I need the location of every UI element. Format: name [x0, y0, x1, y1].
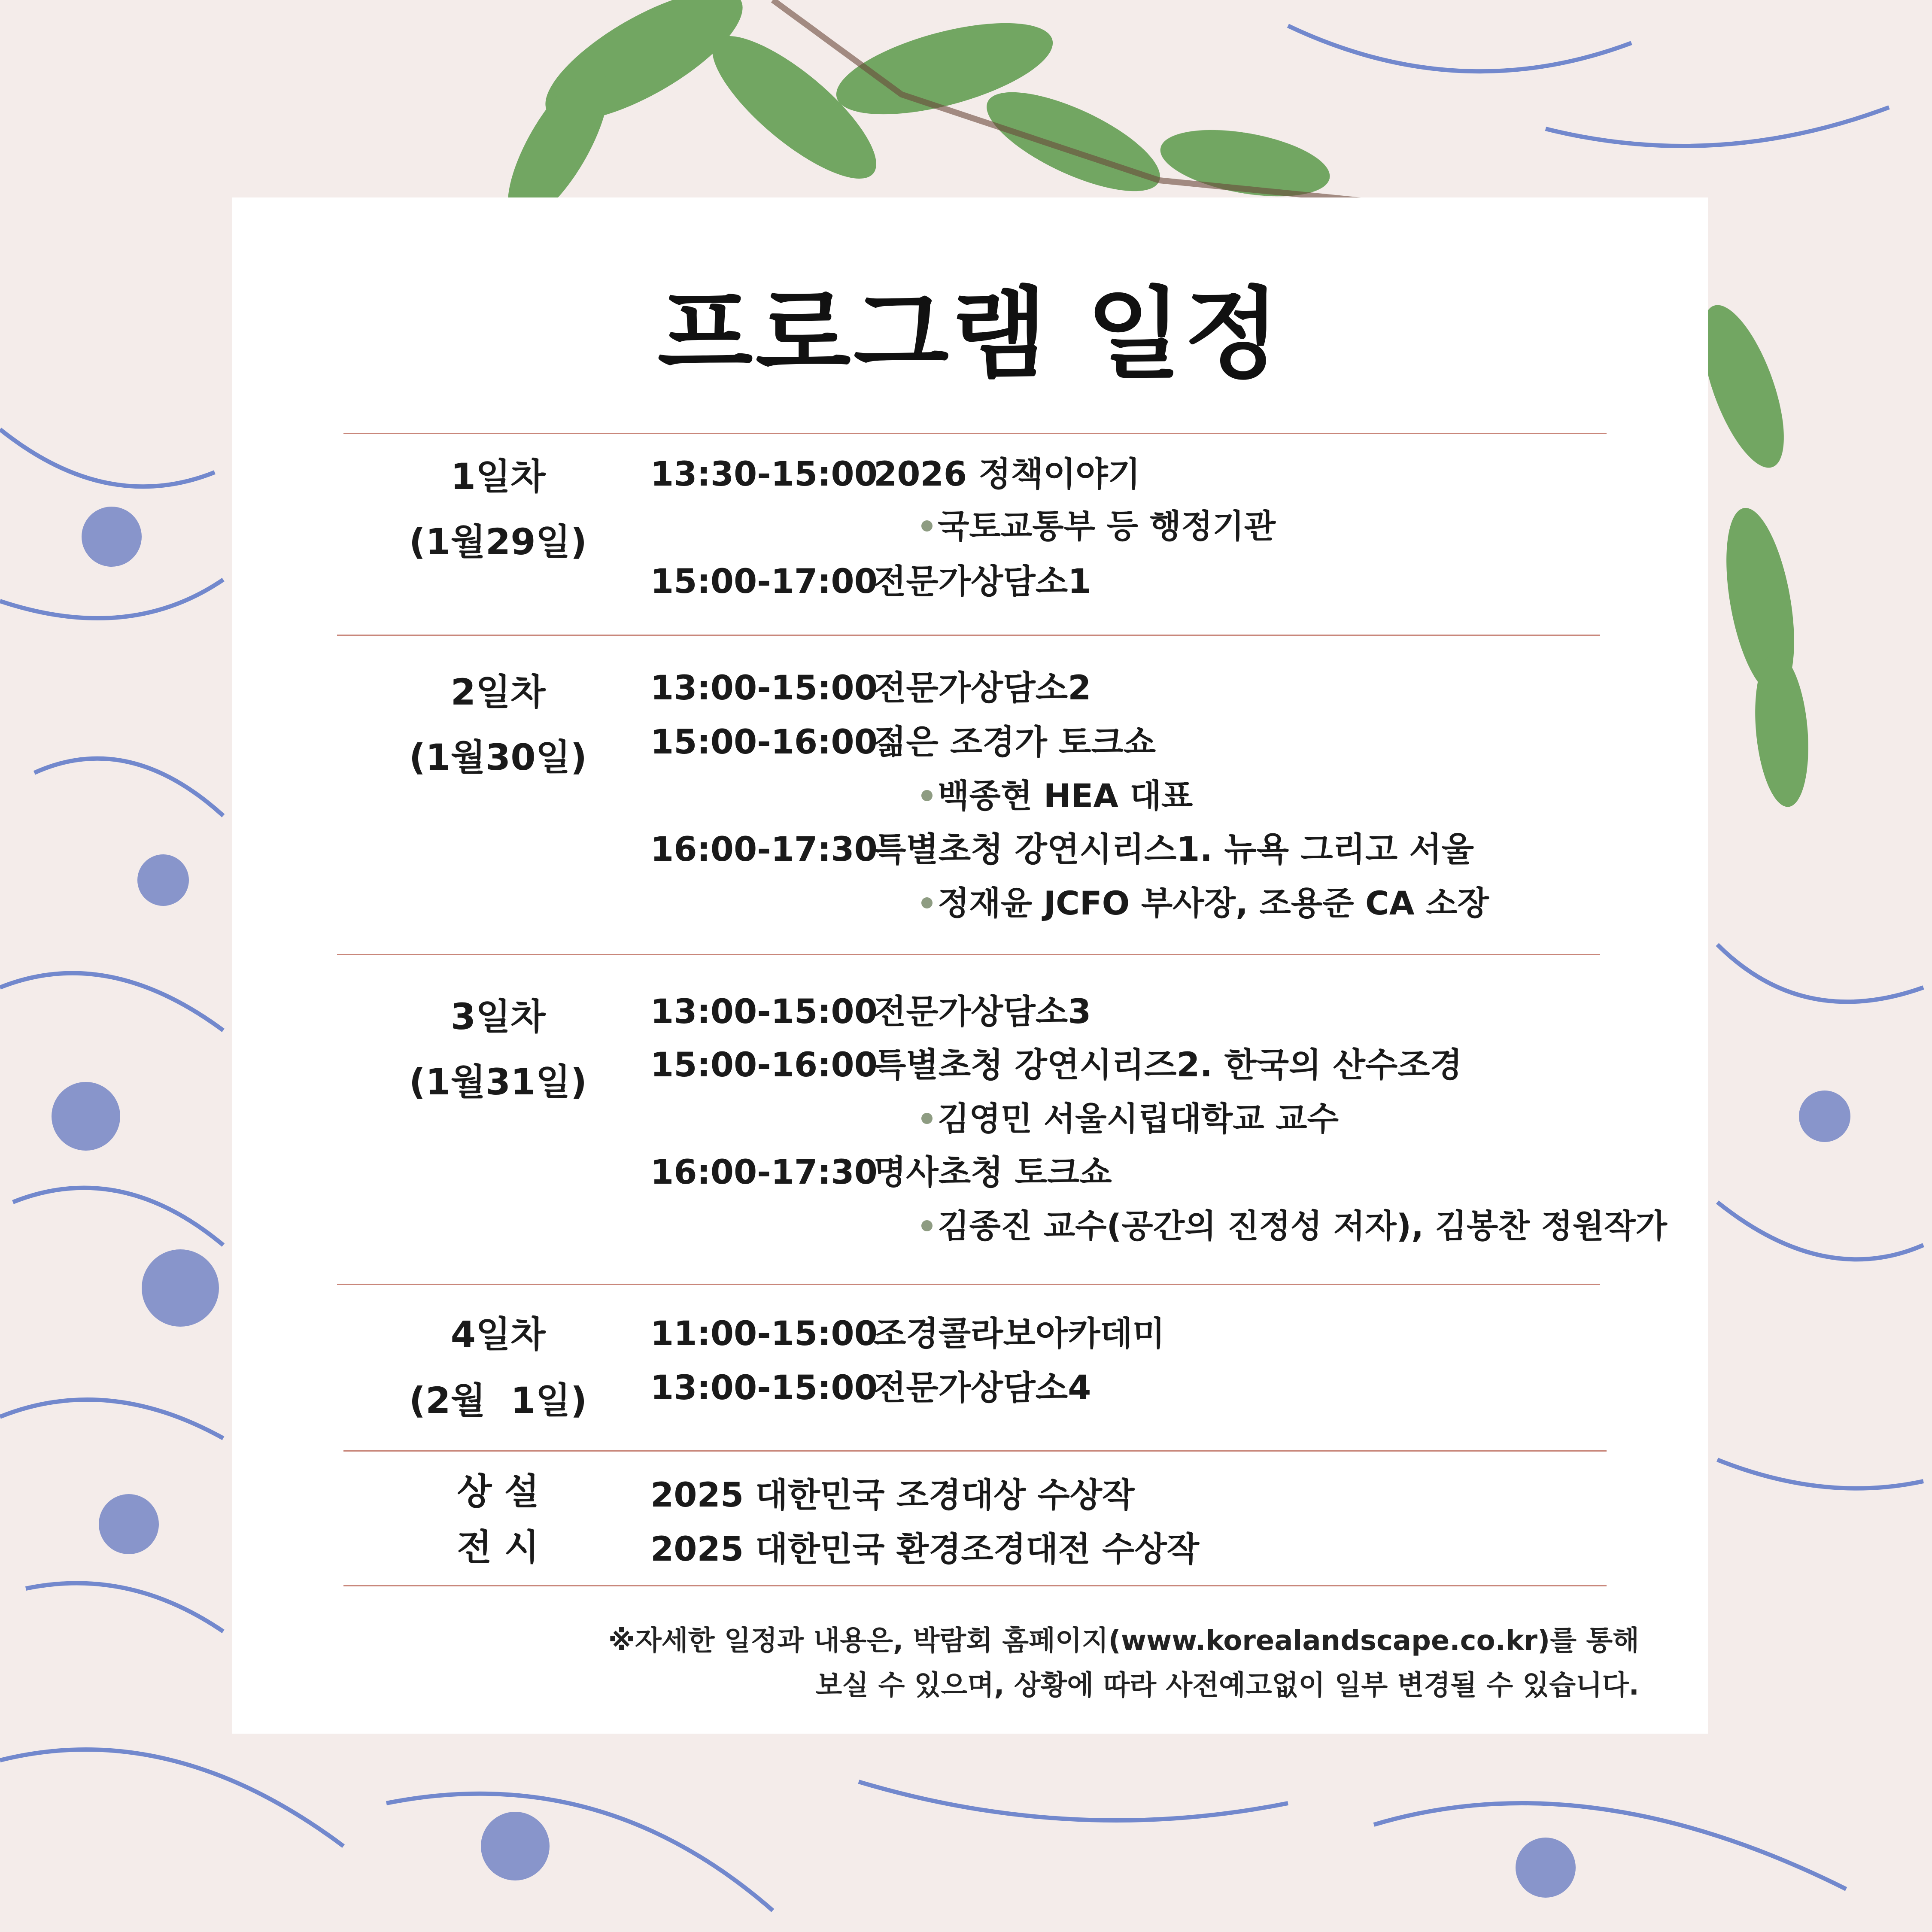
session-title: 전문가상담소4 [874, 1369, 1091, 1407]
time-slot: 13:00-15:00 [650, 993, 878, 1031]
footnote-line: 보실 수 있으며, 상황에 따라 사전예고없이 일부 변경될 수 있습니다. [815, 1670, 1639, 1701]
time-slot: 15:00-16:00 [650, 723, 878, 762]
bullet-icon [921, 1113, 933, 1124]
exhibition-label: 상 설 [457, 1470, 539, 1513]
day-label: 3일차 [450, 996, 546, 1038]
time-slot: 13:30-15:00 [650, 455, 878, 494]
schedule-row [650, 1048, 1462, 1082]
session-detail [921, 507, 1276, 545]
divider [337, 635, 1600, 636]
bullet-icon [921, 897, 933, 908]
page-title: 프로그램 일정 [657, 277, 1282, 392]
schedule-row [650, 723, 1156, 762]
time-slot: 15:00-16:00 [650, 1046, 878, 1084]
time-slot: 16:00-17:30 [650, 1153, 878, 1192]
exhibition-item: 2025 대한민국 환경조경대전 수상작 [650, 1530, 1200, 1569]
session-title: 2026 정책이야기 [874, 455, 1140, 494]
day-label: 1일차 [450, 456, 546, 498]
bullet-icon [921, 790, 933, 801]
session-detail [921, 884, 1489, 922]
session-detail [921, 777, 1193, 815]
exhibition-label: 전 시 [457, 1526, 539, 1568]
schedule-row [650, 1371, 1091, 1405]
divider [337, 1284, 1600, 1285]
schedule-row [650, 562, 1091, 601]
schedule-card [232, 197, 1708, 1734]
schedule-row [650, 455, 1140, 494]
session-detail-text: 김영민 서울시립대학교 교수 [938, 1100, 1339, 1138]
session-title: 특별초청 강연시리스1. 뉴욕 그리고 서울 [874, 830, 1474, 869]
footnote-line: ※자세한 일정과 내용은, 박람회 홈페이지(www.korealandscape.co.kr)를 통해 [608, 1625, 1639, 1657]
bullet-icon [921, 1220, 933, 1231]
time-slot: 13:00-15:00 [650, 1369, 878, 1407]
divider [337, 954, 1600, 955]
divider [343, 433, 1607, 434]
session-detail-text: 정재윤 JCFO 부사장, 조용준 CA 소장 [938, 884, 1489, 922]
day-label: 4일차 [450, 1313, 546, 1355]
day-label: 2일차 [450, 671, 546, 713]
schedule-row [650, 830, 1474, 869]
divider [343, 1585, 1607, 1586]
session-title: 명사초청 토크쇼 [874, 1153, 1112, 1192]
schedule-row [650, 995, 1091, 1029]
session-title: 특별초청 강연시리즈2. 한국의 산수조경 [874, 1046, 1462, 1084]
bullet-icon [921, 520, 933, 532]
session-detail-text: 김종진 교수(공간의 진정성 저자), 김봉찬 정원작가 [938, 1207, 1667, 1245]
day-date: (1월30일) [409, 736, 587, 778]
day-date: (2월 1일) [409, 1379, 587, 1422]
schedule-row [650, 669, 1091, 708]
session-detail [921, 1207, 1667, 1245]
day-date: (1월29일) [409, 521, 587, 563]
session-detail-text: 국토교통부 등 행정기관 [938, 507, 1276, 545]
session-detail-text: 백종현 HEA 대표 [938, 777, 1193, 815]
time-slot: 15:00-17:00 [650, 562, 878, 601]
time-slot: 13:00-15:00 [650, 669, 878, 708]
session-title: 전문가상담소1 [874, 562, 1091, 601]
session-title: 전문가상담소2 [874, 669, 1091, 708]
session-title: 젊은 조경가 토크쇼 [874, 723, 1156, 762]
time-slot: 16:00-17:30 [650, 830, 878, 869]
exhibition-item: 2025 대한민국 조경대상 수상작 [650, 1476, 1135, 1515]
session-detail [921, 1100, 1339, 1138]
schedule-row [650, 1153, 1112, 1192]
divider [343, 1450, 1607, 1452]
session-title: 조경콜라보아카데미 [874, 1315, 1165, 1353]
session-title: 전문가상담소3 [874, 993, 1091, 1031]
schedule-row [650, 1317, 1165, 1351]
time-slot: 11:00-15:00 [650, 1315, 878, 1353]
day-date: (1월31일) [409, 1061, 587, 1103]
